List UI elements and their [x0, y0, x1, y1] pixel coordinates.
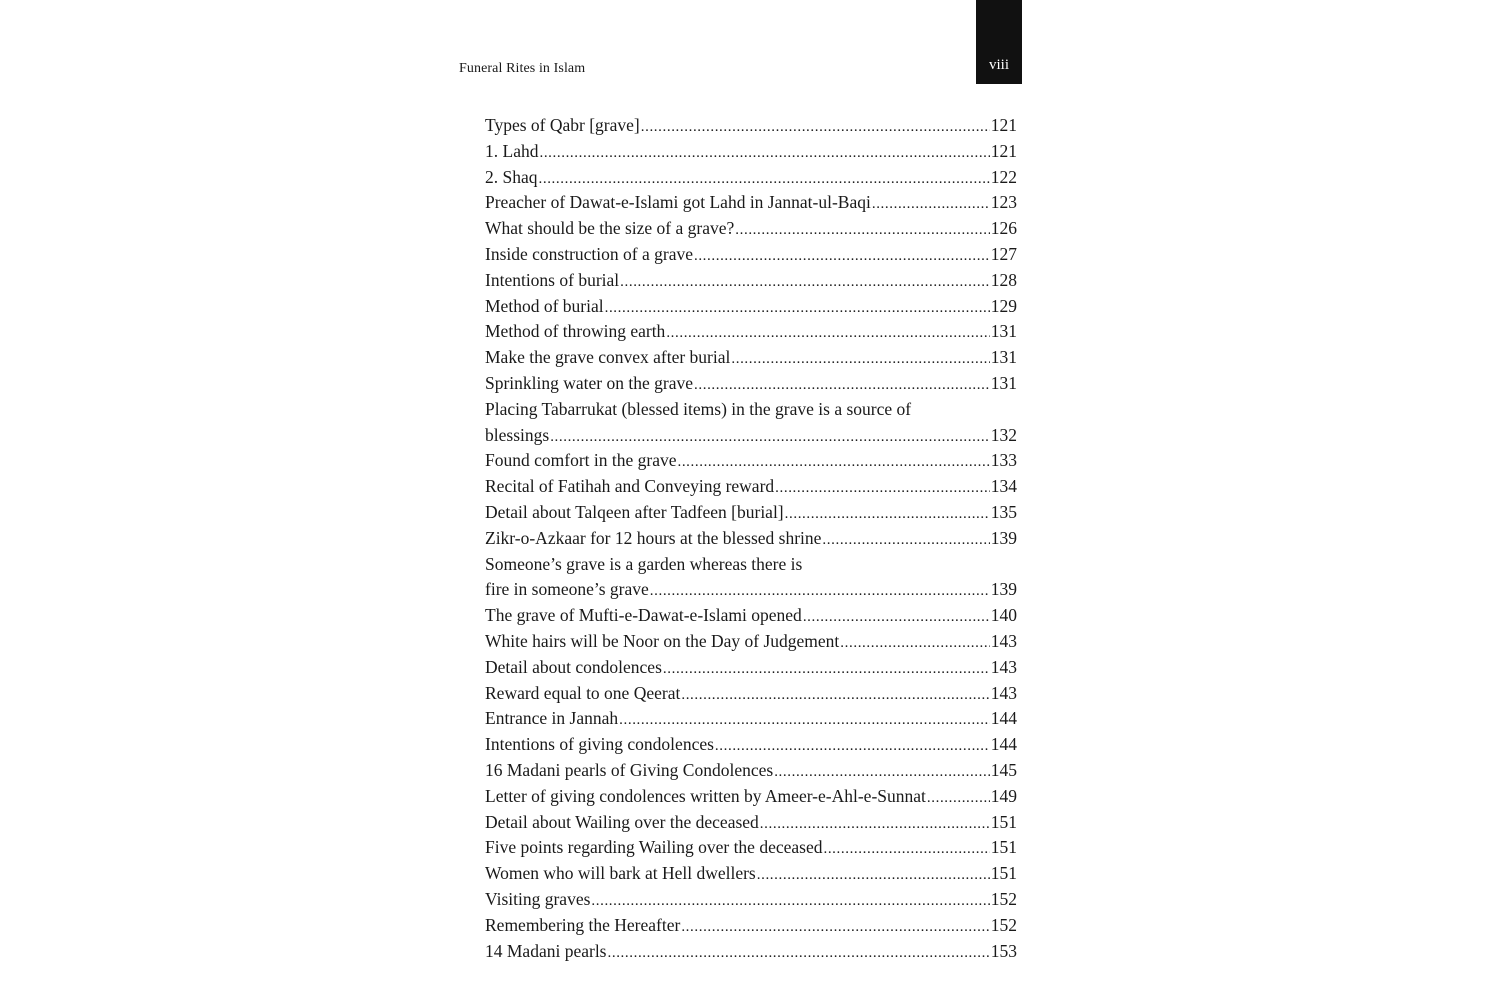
toc-entry-page: 135 [990, 501, 1017, 522]
toc-entry [485, 474, 1017, 500]
dot-leader [677, 450, 989, 476]
table-of-contents [485, 113, 1017, 964]
toc-entry-line [485, 939, 1017, 965]
dot-leader [715, 734, 990, 760]
toc-entry-title: What should be the size of a grave? [485, 218, 735, 239]
dot-leader [608, 941, 990, 967]
toc-entry-line [485, 448, 1017, 474]
toc-entry-line [485, 603, 1017, 629]
dot-leader [666, 321, 989, 347]
toc-entry-line [485, 474, 1017, 500]
toc-entry-line [485, 681, 1017, 707]
toc-entry-title: Found comfort in the grave [485, 450, 677, 471]
toc-entry-page: 132 [990, 424, 1017, 445]
toc-entry-page: 143 [990, 682, 1017, 703]
toc-entry-line [485, 319, 1017, 345]
toc-entry [485, 165, 1017, 191]
dot-leader [731, 347, 989, 373]
toc-entry-page: 131 [990, 347, 1017, 368]
toc-entry-title: Make the grave convex after burial [485, 347, 731, 368]
toc-entry-title: Sprinkling water on the grave [485, 372, 694, 393]
toc-entry-line [485, 861, 1017, 887]
toc-entry-page: 151 [990, 837, 1017, 858]
toc-entry-line [485, 216, 1017, 242]
toc-entry-title-line1: Placing Tabarrukat (blessed items) in the grave is a source of [485, 398, 912, 419]
toc-entry-title: Entrance in Jannah [485, 708, 619, 729]
toc-entry [485, 939, 1017, 965]
dot-leader [774, 760, 990, 786]
toc-entry-line [485, 113, 1017, 139]
toc-entry [485, 448, 1017, 474]
dot-leader [694, 373, 990, 399]
toc-entry-page: 145 [990, 759, 1017, 780]
toc-entry [485, 294, 1017, 320]
toc-entry-title-line1: Someone’s grave is a garden whereas there is [485, 553, 803, 574]
toc-entry [485, 216, 1017, 242]
toc-entry-title: 16 Madani pearls of Giving Condolences [485, 759, 774, 780]
toc-entry [485, 758, 1017, 784]
dot-leader [550, 425, 990, 451]
toc-entry-title: The grave of Mufti-e-Dawat-e-Islami opened [485, 605, 802, 626]
toc-entry-line [485, 242, 1017, 268]
toc-entry-page: 140 [990, 605, 1017, 626]
toc-entry-page: 131 [990, 372, 1017, 393]
toc-entry-line [485, 294, 1017, 320]
toc-entry-line [485, 784, 1017, 810]
dot-leader [735, 218, 989, 244]
toc-entry-line [485, 165, 1017, 191]
running-head-title: Funeral Rites in Islam [459, 61, 586, 76]
toc-entry-page: 149 [990, 785, 1017, 806]
toc-entry-line [485, 706, 1017, 732]
toc-entry-title: Intentions of giving condolences [485, 734, 714, 755]
toc-entry-title: Method of throwing earth [485, 321, 666, 342]
toc-entry-title: White hairs will be Noor on the Day of Judgement [485, 630, 840, 651]
toc-entry-title: Intentions of burial [485, 269, 620, 290]
dot-leader [620, 270, 990, 296]
toc-entry-title: Reward equal to one Qeerat [485, 682, 681, 703]
dot-leader [822, 528, 989, 554]
toc-entry-line [485, 500, 1017, 526]
toc-entry-page: 153 [990, 940, 1017, 961]
toc-entry-line [485, 345, 1017, 371]
dot-leader [785, 502, 990, 528]
dot-leader [927, 786, 990, 812]
toc-entry [485, 397, 1017, 449]
toc-entry [485, 810, 1017, 836]
dot-leader [605, 296, 990, 322]
toc-entry-page: 151 [990, 811, 1017, 832]
toc-entry-page: 128 [990, 269, 1017, 290]
toc-entry-line [485, 655, 1017, 681]
dot-leader [775, 476, 990, 502]
toc-entry [485, 861, 1017, 887]
toc-entry-page: 144 [990, 708, 1017, 729]
toc-entry-title: Visiting graves [485, 888, 591, 909]
toc-entry-line [485, 835, 1017, 861]
dot-leader [803, 605, 990, 631]
toc-entry-page: 133 [990, 450, 1017, 471]
toc-entry-line [485, 758, 1017, 784]
toc-entry-page: 152 [990, 888, 1017, 909]
toc-entry-page: 131 [990, 321, 1017, 342]
toc-entry-page: 127 [990, 243, 1017, 264]
toc-entry-title: Zikr-o-Azkaar for 12 hours at the blessed shrine [485, 527, 822, 548]
toc-entry-line [485, 371, 1017, 397]
toc-entry-line [485, 526, 1017, 552]
toc-entry [485, 887, 1017, 913]
toc-entry-title: 1. Lahd [485, 140, 539, 161]
dot-leader [681, 915, 989, 941]
dot-leader [840, 631, 989, 657]
toc-entry-title: Letter of giving condolences written by Ameer-e-Ahl-e-Sunnat [485, 785, 926, 806]
toc-entry-line [485, 732, 1017, 758]
toc-entry [485, 629, 1017, 655]
toc-entry-page: 143 [990, 656, 1017, 677]
dot-leader [539, 167, 990, 193]
toc-entry [485, 681, 1017, 707]
toc-entry-page: 139 [990, 527, 1017, 548]
toc-entry [485, 371, 1017, 397]
toc-entry-line [485, 913, 1017, 939]
toc-entry [485, 732, 1017, 758]
toc-entry [485, 603, 1017, 629]
toc-entry-title: Remembering the Hereafter [485, 914, 681, 935]
toc-entry-page: 151 [990, 863, 1017, 884]
toc-entry-line [485, 190, 1017, 216]
toc-entry-line [485, 887, 1017, 913]
toc-entry-title: Women who will bark at Hell dwellers [485, 863, 756, 884]
toc-entry-title: blessings [485, 424, 550, 445]
toc-entry-title: Recital of Fatihah and Conveying reward [485, 476, 775, 497]
dot-leader [641, 115, 990, 141]
toc-entry-page: 139 [990, 579, 1017, 600]
dot-leader [619, 708, 990, 734]
toc-entry [485, 526, 1017, 552]
toc-entry-page: 134 [990, 476, 1017, 497]
toc-entry [485, 190, 1017, 216]
dot-leader [760, 812, 990, 838]
dot-leader [757, 863, 990, 889]
toc-entry [485, 655, 1017, 681]
toc-entry-title: Types of Qabr [grave] [485, 115, 640, 135]
dot-leader [663, 657, 990, 683]
toc-entry-line [485, 577, 1017, 603]
toc-entry-title: Detail about Wailing over the deceased [485, 811, 759, 832]
toc-entry [485, 113, 1017, 139]
toc-entry [485, 706, 1017, 732]
dot-leader [694, 244, 990, 270]
toc-entry-line [485, 139, 1017, 165]
toc-entry-page: 129 [990, 295, 1017, 316]
toc-entry [485, 500, 1017, 526]
toc-entry-line [485, 423, 1017, 449]
page-number: viii [988, 57, 1009, 73]
toc-entry-page: 123 [990, 192, 1017, 213]
toc-entry-title: Inside construction of a grave [485, 243, 693, 264]
toc-entry [485, 345, 1017, 371]
toc-entry-page: 121 [990, 140, 1017, 161]
toc-entry [485, 139, 1017, 165]
toc-entry-line [485, 810, 1017, 836]
toc-entry [485, 835, 1017, 861]
toc-entry [485, 242, 1017, 268]
toc-entry-page: 122 [990, 166, 1017, 187]
toc-entry-page: 126 [990, 218, 1017, 239]
toc-entry-title: Method of burial [485, 295, 604, 316]
toc-entry-title: fire in someone’s grave [485, 579, 649, 600]
toc-entry [485, 319, 1017, 345]
toc-entry-page: 144 [990, 734, 1017, 755]
toc-entry [485, 552, 1017, 604]
dot-leader [872, 192, 990, 218]
dot-leader [823, 837, 989, 863]
dot-leader [539, 141, 989, 167]
toc-entry-page: 152 [990, 914, 1017, 935]
dot-leader [681, 683, 989, 709]
toc-entry [485, 268, 1017, 294]
toc-entry [485, 913, 1017, 939]
toc-entry-line [485, 629, 1017, 655]
dot-leader [591, 889, 989, 915]
page-number-tab [976, 0, 1022, 84]
toc-entry-title: Detail about condolences [485, 656, 662, 677]
toc-entry-title: Preacher of Dawat-e-Islami got Lahd in Jannat-ul-Baqi [485, 192, 871, 213]
toc-entry-title: 2. Shaq [485, 166, 538, 187]
toc-entry-line [485, 268, 1017, 294]
toc-entry-title: 14 Madani pearls [485, 940, 607, 961]
toc-entry-page: 143 [990, 630, 1017, 651]
toc-entry-title: Five points regarding Wailing over the deceased [485, 837, 823, 858]
dot-leader [650, 579, 990, 605]
toc-entry [485, 784, 1017, 810]
toc-entry-page: 121 [990, 115, 1017, 135]
toc-entry-title: Detail about Talqeen after Tadfeen [burial] [485, 501, 784, 522]
